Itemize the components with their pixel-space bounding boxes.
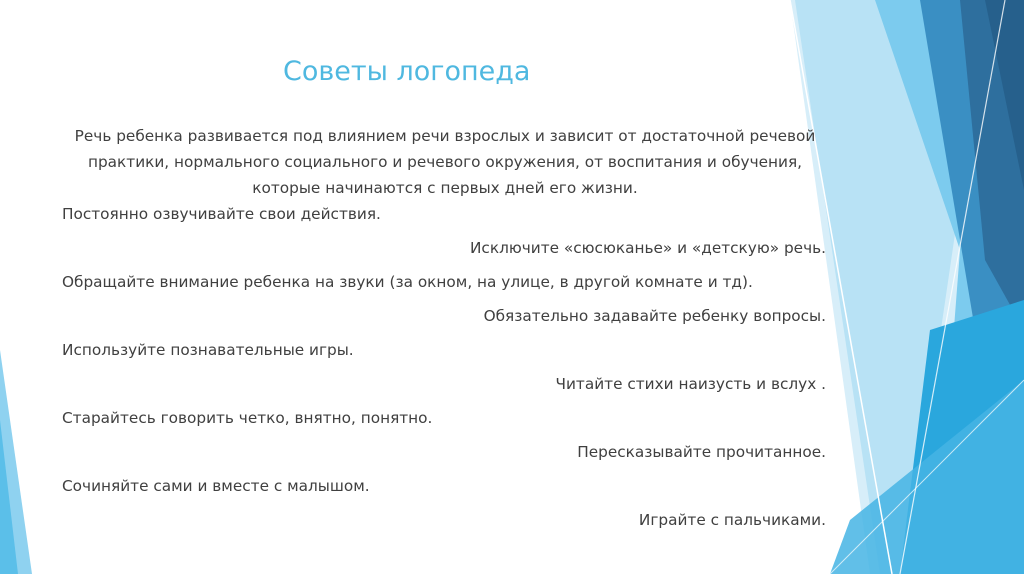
tip-item: Используйте познавательные игры. bbox=[62, 341, 354, 359]
tip-item: Постоянно озвучивайте свои действия. bbox=[62, 205, 381, 223]
tip-item: Обращайте внимание ребенка на звуки (за окном, на улице, в другой комнате и тд). bbox=[62, 273, 753, 291]
intro-paragraph: Речь ребенка развивается под влиянием речи взрослых и зависит от достаточной речевой практики, нормального социального и речевого окружения, от воспитания и обучения, которые начинаются с первых дней его жизни. bbox=[74, 127, 816, 197]
tip-item: Старайтесь говорить четко, внятно, понятно. bbox=[62, 409, 433, 427]
tip-item: Пересказывайте прочитанное. bbox=[577, 443, 826, 461]
tip-item: Обязательно задавайте ребенку вопросы. bbox=[483, 307, 826, 325]
tip-item: Играйте с пальчиками. bbox=[638, 511, 826, 529]
slide-title: Советы логопеда bbox=[283, 56, 531, 87]
tip-item: Исключите «сюсюканье» и «детскую» речь. bbox=[469, 239, 826, 257]
tip-item: Читайте стихи наизусть и вслух . bbox=[555, 375, 826, 393]
tip-item: Сочиняйте сами и вместе с малышом. bbox=[62, 477, 370, 495]
